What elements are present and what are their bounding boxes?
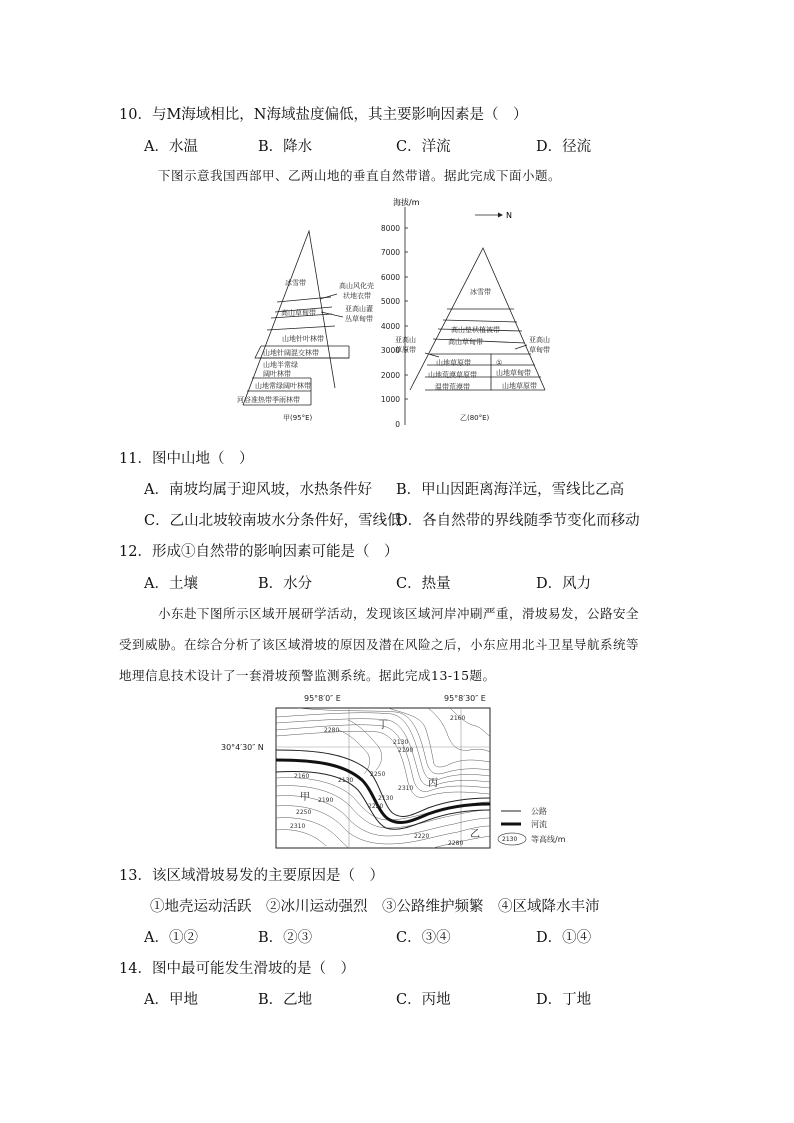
belt-label: 亚高山灌 <box>345 305 373 313</box>
q13-option-c: C．③④ <box>396 930 451 946</box>
belt-label: 山地半常绿 <box>263 361 298 369</box>
place-yi: 乙 <box>470 829 480 840</box>
belt-label: 高山风化壳 <box>339 282 374 290</box>
belt-label: 山地草甸带 <box>496 369 531 377</box>
latitude-label: 30°4′30″ N <box>221 743 264 752</box>
belt-label: 高山草甸带 <box>281 309 316 317</box>
contour-label: 2280 <box>324 727 340 734</box>
q11-option-c: C．乙山北坡较南坡水分条件好，雪线低 <box>144 513 402 529</box>
place-bing: 丙 <box>428 778 438 789</box>
belt-label: 河谷准热带季雨林带 <box>237 396 300 404</box>
y-tick: 7000 <box>380 248 400 257</box>
belt-label: 山地针阔混交林带 <box>263 349 319 357</box>
longitude-label-2: 95°8′30″ E <box>444 694 486 703</box>
place-jia: 甲 <box>300 792 310 803</box>
belt-label: 冰雪带 <box>285 279 306 287</box>
q14-stem: 14．图中最可能发生滑坡的是（ ） <box>119 961 355 977</box>
caption-yi: 乙(80°E) <box>460 414 490 422</box>
contour-label: 2310 <box>290 823 306 830</box>
y-tick: 1000 <box>380 395 400 404</box>
north-label: N <box>506 211 512 220</box>
q10-option-b: B．降水 <box>258 139 313 155</box>
y-axis-title: 海拔/m <box>393 198 420 207</box>
y-tick: 3000 <box>380 346 400 355</box>
q10-option-c: C．洋流 <box>396 139 451 155</box>
belt-label: 山地常绿阔叶林带 <box>255 382 311 390</box>
belt-label: 山地荒漠草原带 <box>428 371 477 379</box>
contour-label: 2160 <box>294 773 310 780</box>
intro-fig2-line3: 地理信息技术设计了一套滑坡预警监测系统。据此完成13-15题。 <box>119 668 496 683</box>
contour-label: 2220 <box>414 833 430 840</box>
y-tick: 5000 <box>380 297 400 306</box>
contour-label: 2130 <box>378 795 394 802</box>
contour-label: 2130 <box>393 739 409 746</box>
belt-label: 山地针叶林带 <box>282 335 324 343</box>
belt-label: 草原带 <box>395 346 416 354</box>
intro-fig2-line1: 小东赴下图所示区域开展研学活动，发现该区域河岸冲刷严重，滑坡易发，公路安全 <box>158 606 640 621</box>
legend-road: 公路 <box>531 807 547 816</box>
q14-option-a: A．甲地 <box>144 992 198 1008</box>
y-tick: 0 <box>395 420 400 429</box>
q12-stem: 12．形成①自然带的影响因素可能是（ ） <box>119 544 399 560</box>
y-tick: 6000 <box>380 273 400 282</box>
belt-label: 亚高山 <box>529 336 550 344</box>
contour-label: 2220 <box>368 803 384 810</box>
q11-stem: 11．图中山地（ ） <box>119 451 254 467</box>
belt-label: 山地草原带 <box>502 382 537 390</box>
q13-option-b: B．②③ <box>258 930 313 946</box>
q14-option-b: B．乙地 <box>258 992 313 1008</box>
contour-map-figure <box>218 690 588 852</box>
belt-label: 亚高山 <box>395 336 416 344</box>
q11-option-b: B．甲山因距离海洋远，雪线比乙高 <box>396 482 625 498</box>
belt-label: 状地衣带 <box>343 292 371 300</box>
q12-option-b: B．水分 <box>258 576 313 592</box>
intro-fig2-line2: 受到威胁。在综合分析了该区域滑坡的原因及潜在风险之后，小东应用北斗卫星导航系统等 <box>119 637 640 652</box>
vertical-zonation-figure <box>225 193 565 431</box>
q13-stem: 13．该区域滑坡易发的主要原因是（ ） <box>119 868 384 884</box>
q11-option-a: A．南坡均属于迎风坡，水热条件好 <box>144 482 372 498</box>
belt-label: 阔叶林带 <box>263 370 291 378</box>
q14-option-c: C．丙地 <box>396 992 451 1008</box>
contour-label: 2310 <box>398 785 414 792</box>
q14-option-d: D．丁地 <box>536 992 592 1008</box>
contour-label: 2160 <box>450 715 466 722</box>
belt-label: 高山草甸带 <box>448 338 483 346</box>
q13-option-a: A．①② <box>144 930 198 946</box>
y-tick: 2000 <box>380 371 400 380</box>
q13-items: ①地壳运动活跃 ②冰川运动强烈 ③公路维护频繁 ④区域降水丰沛 <box>150 899 600 915</box>
contour-label: 2250 <box>296 809 312 816</box>
belt-label: 山地草原带 <box>436 359 471 367</box>
contour-label: 2130 <box>338 777 354 784</box>
q12-option-c: C．热量 <box>396 576 451 592</box>
q12-option-a: A．土壤 <box>144 576 198 592</box>
belt-label: 温带荒漠带 <box>435 383 470 391</box>
q10-option-d: D．径流 <box>536 139 592 155</box>
belt-label: 高山垫状植被带 <box>451 326 500 334</box>
caption-jia: 甲(95°E) <box>283 414 313 422</box>
belt-label: ① <box>496 359 503 367</box>
mountain-jia <box>243 231 349 405</box>
q13-option-d: D．①④ <box>536 930 592 946</box>
y-tick: 8000 <box>380 224 400 233</box>
contour-label: 2190 <box>318 797 334 804</box>
longitude-label-1: 95°8′0″ E <box>304 694 341 703</box>
intro-fig1: 下图示意我国西部甲、乙两山地的垂直自然带谱。据此完成下面小题。 <box>158 168 562 183</box>
belt-label: 草甸带 <box>529 346 550 354</box>
q11-option-d: D．各自然带的界线随季节变化而移动 <box>396 513 640 529</box>
belt-label: 冰雪带 <box>470 288 491 296</box>
q10-stem: 10．与M海域相比，N海域盐度偏低，其主要影响因素是（ ） <box>119 107 528 123</box>
legend-contour-sample: 2130 <box>502 836 518 843</box>
legend-contour: 等高线/m <box>531 835 566 844</box>
place-ding: 丁 <box>378 720 388 731</box>
belt-label: 丛草甸带 <box>345 315 373 323</box>
map-legend <box>498 806 566 845</box>
contour-label: 2190 <box>398 747 414 754</box>
y-tick: 4000 <box>380 322 400 331</box>
q12-option-d: D．风力 <box>536 576 592 592</box>
q10-option-a: A．水温 <box>144 139 198 155</box>
contour-label: 2280 <box>448 840 464 847</box>
legend-river: 河流 <box>531 820 547 829</box>
contour-label: 2250 <box>370 771 386 778</box>
